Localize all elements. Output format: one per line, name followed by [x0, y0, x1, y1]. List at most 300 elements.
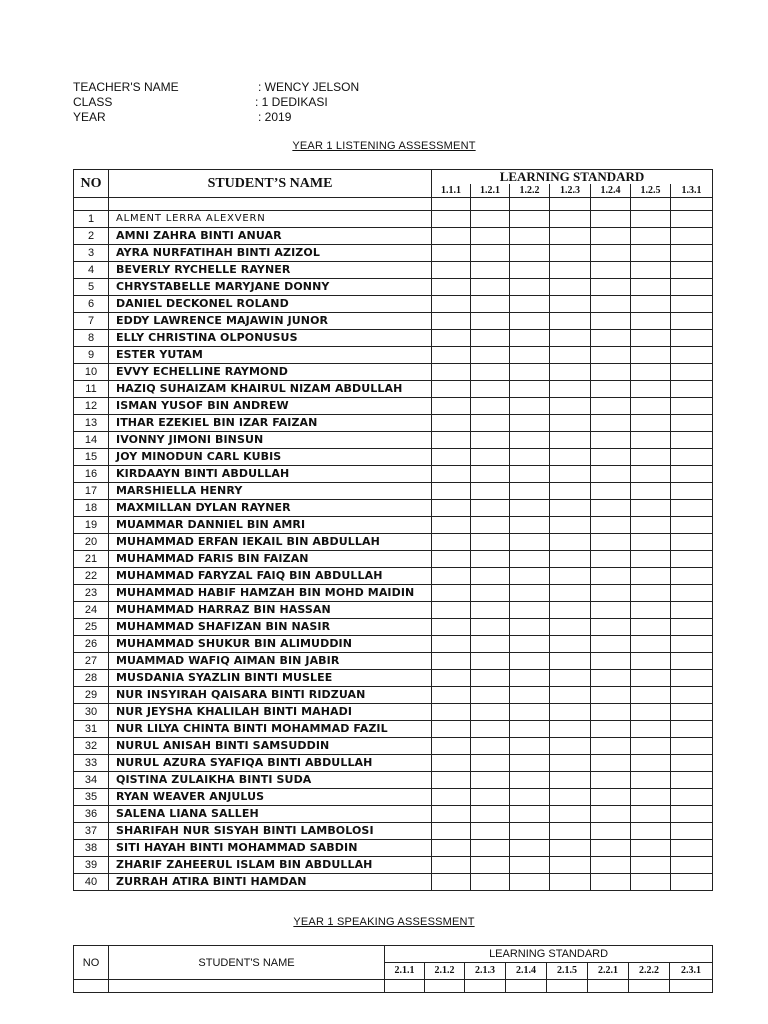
assessment-cell[interactable]: [471, 449, 510, 466]
assessment-cell[interactable]: [510, 330, 550, 347]
assessment-cell[interactable]: [631, 500, 671, 517]
assessment-cell[interactable]: [591, 432, 631, 449]
assessment-cell[interactable]: [550, 211, 591, 228]
assessment-cell[interactable]: [550, 313, 591, 330]
assessment-cell[interactable]: [471, 806, 510, 823]
assessment-cell[interactable]: [510, 483, 550, 500]
assessment-cell[interactable]: [510, 551, 550, 568]
assessment-cell[interactable]: [591, 279, 631, 296]
assessment-cell[interactable]: [550, 687, 591, 704]
assessment-cell[interactable]: [471, 857, 510, 874]
assessment-cell[interactable]: [471, 721, 510, 738]
assessment-cell[interactable]: [671, 653, 713, 670]
assessment-cell[interactable]: [510, 364, 550, 381]
assessment-cell[interactable]: [550, 789, 591, 806]
assessment-cell[interactable]: [671, 398, 713, 415]
assessment-cell[interactable]: [471, 245, 510, 262]
assessment-cell[interactable]: [432, 670, 471, 687]
assessment-cell[interactable]: [550, 347, 591, 364]
assessment-cell[interactable]: [631, 364, 671, 381]
assessment-cell[interactable]: [550, 602, 591, 619]
assessment-cell[interactable]: [510, 619, 550, 636]
assessment-cell[interactable]: [591, 551, 631, 568]
assessment-cell[interactable]: [591, 364, 631, 381]
assessment-cell[interactable]: [432, 721, 471, 738]
assessment-cell[interactable]: [550, 398, 591, 415]
assessment-cell[interactable]: [550, 585, 591, 602]
listening-code-1-2-5: 1.2.5: [631, 184, 671, 198]
assessment-cell[interactable]: [471, 772, 510, 789]
assessment-cell[interactable]: [671, 432, 713, 449]
assessment-cell[interactable]: [432, 619, 471, 636]
assessment-cell[interactable]: [432, 534, 471, 551]
assessment-cell[interactable]: [591, 840, 631, 857]
assessment-cell[interactable]: [671, 330, 713, 347]
assessment-cell[interactable]: [432, 789, 471, 806]
assessment-cell[interactable]: [671, 211, 713, 228]
student-number: 21: [74, 551, 109, 568]
assessment-cell[interactable]: [510, 381, 550, 398]
assessment-cell[interactable]: [631, 313, 671, 330]
assessment-cell[interactable]: [591, 483, 631, 500]
assessment-cell[interactable]: [550, 806, 591, 823]
assessment-cell[interactable]: [671, 738, 713, 755]
assessment-cell[interactable]: [550, 228, 591, 245]
table-row: [74, 653, 713, 670]
assessment-cell[interactable]: [671, 789, 713, 806]
assessment-cell[interactable]: [510, 738, 550, 755]
assessment-cell[interactable]: [432, 772, 471, 789]
assessment-cell[interactable]: [471, 466, 510, 483]
assessment-cell[interactable]: [550, 330, 591, 347]
assessment-cell[interactable]: [631, 279, 671, 296]
assessment-cell[interactable]: [432, 313, 471, 330]
assessment-cell[interactable]: [591, 211, 631, 228]
assessment-cell[interactable]: [591, 585, 631, 602]
assessment-cell[interactable]: [471, 874, 510, 891]
assessment-cell[interactable]: [432, 228, 471, 245]
assessment-cell[interactable]: [671, 704, 713, 721]
assessment-cell[interactable]: [471, 653, 510, 670]
assessment-cell[interactable]: [631, 585, 671, 602]
assessment-cell[interactable]: [432, 602, 471, 619]
assessment-cell[interactable]: [671, 857, 713, 874]
assessment-cell[interactable]: [510, 823, 550, 840]
assessment-cell[interactable]: [510, 517, 550, 534]
assessment-cell[interactable]: [591, 466, 631, 483]
assessment-cell[interactable]: [671, 313, 713, 330]
student-number: 2: [74, 228, 109, 245]
assessment-cell[interactable]: [510, 228, 550, 245]
assessment-cell[interactable]: [510, 653, 550, 670]
assessment-cell[interactable]: [591, 704, 631, 721]
assessment-cell[interactable]: [550, 857, 591, 874]
assessment-cell[interactable]: [510, 245, 550, 262]
assessment-cell[interactable]: [471, 398, 510, 415]
assessment-cell[interactable]: [671, 381, 713, 398]
assessment-cell[interactable]: [550, 415, 591, 432]
assessment-cell[interactable]: [471, 381, 510, 398]
assessment-cell[interactable]: [550, 823, 591, 840]
assessment-cell[interactable]: [591, 670, 631, 687]
assessment-cell[interactable]: [471, 296, 510, 313]
student-name: JOY MINODUN CARL KUBIS: [109, 449, 432, 466]
assessment-cell[interactable]: [510, 262, 550, 279]
assessment-cell[interactable]: [591, 296, 631, 313]
assessment-cell[interactable]: [631, 789, 671, 806]
assessment-cell[interactable]: [432, 296, 471, 313]
assessment-cell[interactable]: [631, 602, 671, 619]
assessment-cell[interactable]: [432, 381, 471, 398]
assessment-cell[interactable]: [671, 636, 713, 653]
assessment-cell[interactable]: [510, 534, 550, 551]
assessment-cell[interactable]: [631, 806, 671, 823]
assessment-cell[interactable]: [510, 755, 550, 772]
assessment-cell[interactable]: [510, 687, 550, 704]
assessment-cell[interactable]: [631, 840, 671, 857]
assessment-cell[interactable]: [471, 534, 510, 551]
assessment-cell[interactable]: [591, 568, 631, 585]
assessment-cell[interactable]: [591, 636, 631, 653]
assessment-cell[interactable]: [510, 211, 550, 228]
assessment-cell[interactable]: [471, 313, 510, 330]
assessment-cell[interactable]: [550, 381, 591, 398]
assessment-cell[interactable]: [550, 874, 591, 891]
assessment-cell[interactable]: [671, 364, 713, 381]
assessment-cell[interactable]: [631, 653, 671, 670]
assessment-cell[interactable]: [671, 228, 713, 245]
assessment-cell[interactable]: [671, 840, 713, 857]
assessment-cell[interactable]: [591, 245, 631, 262]
assessment-cell[interactable]: [432, 483, 471, 500]
assessment-cell[interactable]: [432, 415, 471, 432]
assessment-cell[interactable]: [591, 738, 631, 755]
assessment-cell[interactable]: [631, 211, 671, 228]
assessment-cell[interactable]: [510, 279, 550, 296]
assessment-cell[interactable]: [631, 721, 671, 738]
table-row: [74, 602, 713, 619]
assessment-cell[interactable]: [631, 330, 671, 347]
assessment-cell[interactable]: [432, 568, 471, 585]
assessment-cell[interactable]: [631, 228, 671, 245]
assessment-cell[interactable]: [591, 381, 631, 398]
assessment-cell[interactable]: [471, 211, 510, 228]
assessment-cell[interactable]: [671, 721, 713, 738]
assessment-cell[interactable]: [432, 551, 471, 568]
speaking-code-2-2-1: 2.2.1: [588, 963, 629, 980]
assessment-cell[interactable]: [550, 364, 591, 381]
assessment-cell[interactable]: [550, 636, 591, 653]
assessment-cell[interactable]: [671, 500, 713, 517]
assessment-cell[interactable]: [471, 517, 510, 534]
assessment-cell[interactable]: [471, 823, 510, 840]
assessment-cell[interactable]: [631, 245, 671, 262]
assessment-cell[interactable]: [471, 738, 510, 755]
assessment-cell[interactable]: [471, 330, 510, 347]
assessment-cell[interactable]: [550, 483, 591, 500]
student-name: HAZIQ SUHAIZAM KHAIRUL NIZAM ABDULLAH: [109, 381, 432, 398]
assessment-cell[interactable]: [550, 568, 591, 585]
student-number: 28: [74, 670, 109, 687]
assessment-cell[interactable]: [510, 568, 550, 585]
assessment-cell[interactable]: [631, 449, 671, 466]
assessment-cell[interactable]: [550, 653, 591, 670]
assessment-cell[interactable]: [631, 296, 671, 313]
assessment-cell[interactable]: [631, 432, 671, 449]
assessment-cell[interactable]: [631, 823, 671, 840]
assessment-cell[interactable]: [671, 279, 713, 296]
assessment-cell[interactable]: [631, 517, 671, 534]
assessment-cell[interactable]: [510, 500, 550, 517]
assessment-cell[interactable]: [631, 755, 671, 772]
assessment-cell[interactable]: [591, 687, 631, 704]
assessment-cell[interactable]: [510, 874, 550, 891]
assessment-cell[interactable]: [631, 687, 671, 704]
assessment-cell[interactable]: [591, 857, 631, 874]
assessment-cell[interactable]: [432, 755, 471, 772]
assessment-cell[interactable]: [631, 568, 671, 585]
student-number: 32: [74, 738, 109, 755]
assessment-cell[interactable]: [591, 262, 631, 279]
assessment-cell[interactable]: [432, 211, 471, 228]
assessment-cell[interactable]: [432, 449, 471, 466]
assessment-cell[interactable]: [550, 296, 591, 313]
assessment-cell[interactable]: [550, 704, 591, 721]
assessment-cell[interactable]: [591, 619, 631, 636]
assessment-cell[interactable]: [510, 602, 550, 619]
assessment-cell[interactable]: [432, 857, 471, 874]
assessment-cell[interactable]: [631, 619, 671, 636]
assessment-cell[interactable]: [671, 296, 713, 313]
assessment-cell[interactable]: [510, 857, 550, 874]
assessment-cell[interactable]: [510, 415, 550, 432]
assessment-cell[interactable]: [471, 568, 510, 585]
assessment-cell[interactable]: [550, 721, 591, 738]
assessment-cell[interactable]: [671, 245, 713, 262]
assessment-cell[interactable]: [671, 687, 713, 704]
assessment-cell[interactable]: [471, 619, 510, 636]
assessment-cell[interactable]: [591, 806, 631, 823]
assessment-cell[interactable]: [510, 449, 550, 466]
assessment-cell[interactable]: [471, 551, 510, 568]
assessment-cell[interactable]: [510, 313, 550, 330]
assessment-cell[interactable]: [471, 500, 510, 517]
assessment-cell[interactable]: [510, 636, 550, 653]
assessment-cell[interactable]: [591, 415, 631, 432]
assessment-cell[interactable]: [591, 755, 631, 772]
assessment-cell[interactable]: [471, 755, 510, 772]
assessment-cell[interactable]: [671, 806, 713, 823]
assessment-cell[interactable]: [671, 483, 713, 500]
assessment-cell[interactable]: [510, 704, 550, 721]
assessment-cell[interactable]: [671, 585, 713, 602]
assessment-cell[interactable]: [432, 806, 471, 823]
assessment-cell[interactable]: [631, 857, 671, 874]
assessment-cell[interactable]: [471, 585, 510, 602]
assessment-cell[interactable]: [550, 772, 591, 789]
student-number: 13: [74, 415, 109, 432]
assessment-cell[interactable]: [471, 840, 510, 857]
assessment-cell[interactable]: [432, 704, 471, 721]
assessment-cell[interactable]: [510, 670, 550, 687]
assessment-cell[interactable]: [432, 585, 471, 602]
assessment-cell[interactable]: [510, 806, 550, 823]
assessment-cell[interactable]: [471, 364, 510, 381]
assessment-cell[interactable]: [631, 381, 671, 398]
assessment-cell[interactable]: [432, 653, 471, 670]
assessment-cell[interactable]: [471, 415, 510, 432]
assessment-cell[interactable]: [510, 789, 550, 806]
assessment-cell[interactable]: [550, 449, 591, 466]
assessment-cell[interactable]: [671, 772, 713, 789]
assessment-cell[interactable]: [591, 823, 631, 840]
assessment-cell[interactable]: [432, 245, 471, 262]
student-number: 10: [74, 364, 109, 381]
assessment-cell[interactable]: [432, 262, 471, 279]
assessment-cell[interactable]: [550, 466, 591, 483]
assessment-cell[interactable]: [591, 789, 631, 806]
assessment-cell[interactable]: [432, 466, 471, 483]
assessment-cell[interactable]: [591, 398, 631, 415]
assessment-cell[interactable]: [471, 687, 510, 704]
assessment-cell[interactable]: [510, 721, 550, 738]
assessment-cell[interactable]: [671, 755, 713, 772]
teacher-name-value: : WENCY JELSON: [258, 80, 360, 94]
assessment-cell[interactable]: [591, 228, 631, 245]
assessment-cell[interactable]: [550, 245, 591, 262]
assessment-cell[interactable]: [631, 636, 671, 653]
assessment-cell[interactable]: [471, 228, 510, 245]
assessment-cell[interactable]: [631, 483, 671, 500]
assessment-cell[interactable]: [432, 279, 471, 296]
assessment-cell[interactable]: [631, 772, 671, 789]
assessment-cell[interactable]: [471, 704, 510, 721]
assessment-cell[interactable]: [550, 738, 591, 755]
listening-code-1-2-2: 1.2.2: [510, 184, 550, 198]
assessment-cell[interactable]: [671, 568, 713, 585]
assessment-cell[interactable]: [550, 500, 591, 517]
assessment-cell[interactable]: [591, 602, 631, 619]
assessment-cell[interactable]: [671, 466, 713, 483]
assessment-cell[interactable]: [671, 619, 713, 636]
student-name: ELLY CHRISTINA OLPONUSUS: [109, 330, 432, 347]
assessment-cell[interactable]: [432, 432, 471, 449]
assessment-cell[interactable]: [510, 398, 550, 415]
assessment-cell[interactable]: [432, 823, 471, 840]
assessment-cell[interactable]: [550, 534, 591, 551]
assessment-cell[interactable]: [591, 653, 631, 670]
assessment-cell[interactable]: [671, 823, 713, 840]
assessment-cell[interactable]: [631, 262, 671, 279]
assessment-cell[interactable]: [550, 619, 591, 636]
assessment-cell[interactable]: [550, 840, 591, 857]
assessment-cell[interactable]: [510, 466, 550, 483]
assessment-cell[interactable]: [550, 517, 591, 534]
assessment-cell[interactable]: [550, 432, 591, 449]
assessment-cell[interactable]: [471, 279, 510, 296]
assessment-cell[interactable]: [471, 602, 510, 619]
assessment-cell[interactable]: [631, 534, 671, 551]
assessment-cell[interactable]: [631, 415, 671, 432]
assessment-cell[interactable]: [550, 755, 591, 772]
student-name: QISTINA ZULAIKHA BINTI SUDA: [109, 772, 432, 789]
assessment-cell[interactable]: [631, 347, 671, 364]
assessment-cell[interactable]: [550, 551, 591, 568]
assessment-cell[interactable]: [432, 517, 471, 534]
assessment-cell[interactable]: [432, 364, 471, 381]
assessment-cell[interactable]: [510, 772, 550, 789]
assessment-cell[interactable]: [631, 874, 671, 891]
assessment-cell[interactable]: [471, 670, 510, 687]
assessment-cell[interactable]: [631, 738, 671, 755]
assessment-cell[interactable]: [671, 415, 713, 432]
assessment-cell[interactable]: [471, 432, 510, 449]
assessment-cell[interactable]: [432, 874, 471, 891]
assessment-cell[interactable]: [432, 636, 471, 653]
assessment-cell[interactable]: [591, 534, 631, 551]
student-name: NUR LILYA CHINTA BINTI MOHAMMAD FAZIL: [109, 721, 432, 738]
assessment-cell[interactable]: [550, 262, 591, 279]
assessment-cell[interactable]: [471, 483, 510, 500]
assessment-cell[interactable]: [550, 279, 591, 296]
student-number: 40: [74, 874, 109, 891]
assessment-cell[interactable]: [432, 687, 471, 704]
assessment-cell[interactable]: [591, 330, 631, 347]
table-row: [74, 738, 713, 755]
assessment-cell[interactable]: [671, 534, 713, 551]
assessment-cell[interactable]: [671, 551, 713, 568]
assessment-cell[interactable]: [671, 517, 713, 534]
assessment-cell[interactable]: [631, 704, 671, 721]
assessment-cell[interactable]: [631, 466, 671, 483]
assessment-cell[interactable]: [591, 517, 631, 534]
assessment-cell[interactable]: [671, 347, 713, 364]
assessment-cell[interactable]: [591, 772, 631, 789]
assessment-cell[interactable]: [671, 262, 713, 279]
assessment-cell[interactable]: [631, 670, 671, 687]
assessment-cell[interactable]: [471, 789, 510, 806]
assessment-cell[interactable]: [432, 500, 471, 517]
assessment-cell[interactable]: [671, 670, 713, 687]
assessment-cell[interactable]: [591, 874, 631, 891]
assessment-cell[interactable]: [471, 262, 510, 279]
assessment-cell[interactable]: [591, 347, 631, 364]
assessment-cell[interactable]: [432, 840, 471, 857]
assessment-cell[interactable]: [510, 347, 550, 364]
assessment-cell[interactable]: [510, 296, 550, 313]
assessment-cell[interactable]: [591, 313, 631, 330]
assessment-cell[interactable]: [510, 585, 550, 602]
assessment-cell[interactable]: [671, 602, 713, 619]
assessment-cell[interactable]: [631, 551, 671, 568]
student-number: 38: [74, 840, 109, 857]
assessment-cell[interactable]: [510, 432, 550, 449]
assessment-cell[interactable]: [550, 670, 591, 687]
assessment-cell[interactable]: [471, 636, 510, 653]
assessment-cell[interactable]: [671, 874, 713, 891]
assessment-cell[interactable]: [432, 330, 471, 347]
assessment-cell[interactable]: [631, 398, 671, 415]
assessment-cell[interactable]: [471, 347, 510, 364]
assessment-cell[interactable]: [510, 840, 550, 857]
assessment-cell[interactable]: [432, 347, 471, 364]
assessment-cell[interactable]: [591, 500, 631, 517]
assessment-cell[interactable]: [591, 721, 631, 738]
assessment-cell[interactable]: [432, 398, 471, 415]
assessment-cell[interactable]: [671, 449, 713, 466]
assessment-cell[interactable]: [591, 449, 631, 466]
assessment-cell[interactable]: [432, 738, 471, 755]
